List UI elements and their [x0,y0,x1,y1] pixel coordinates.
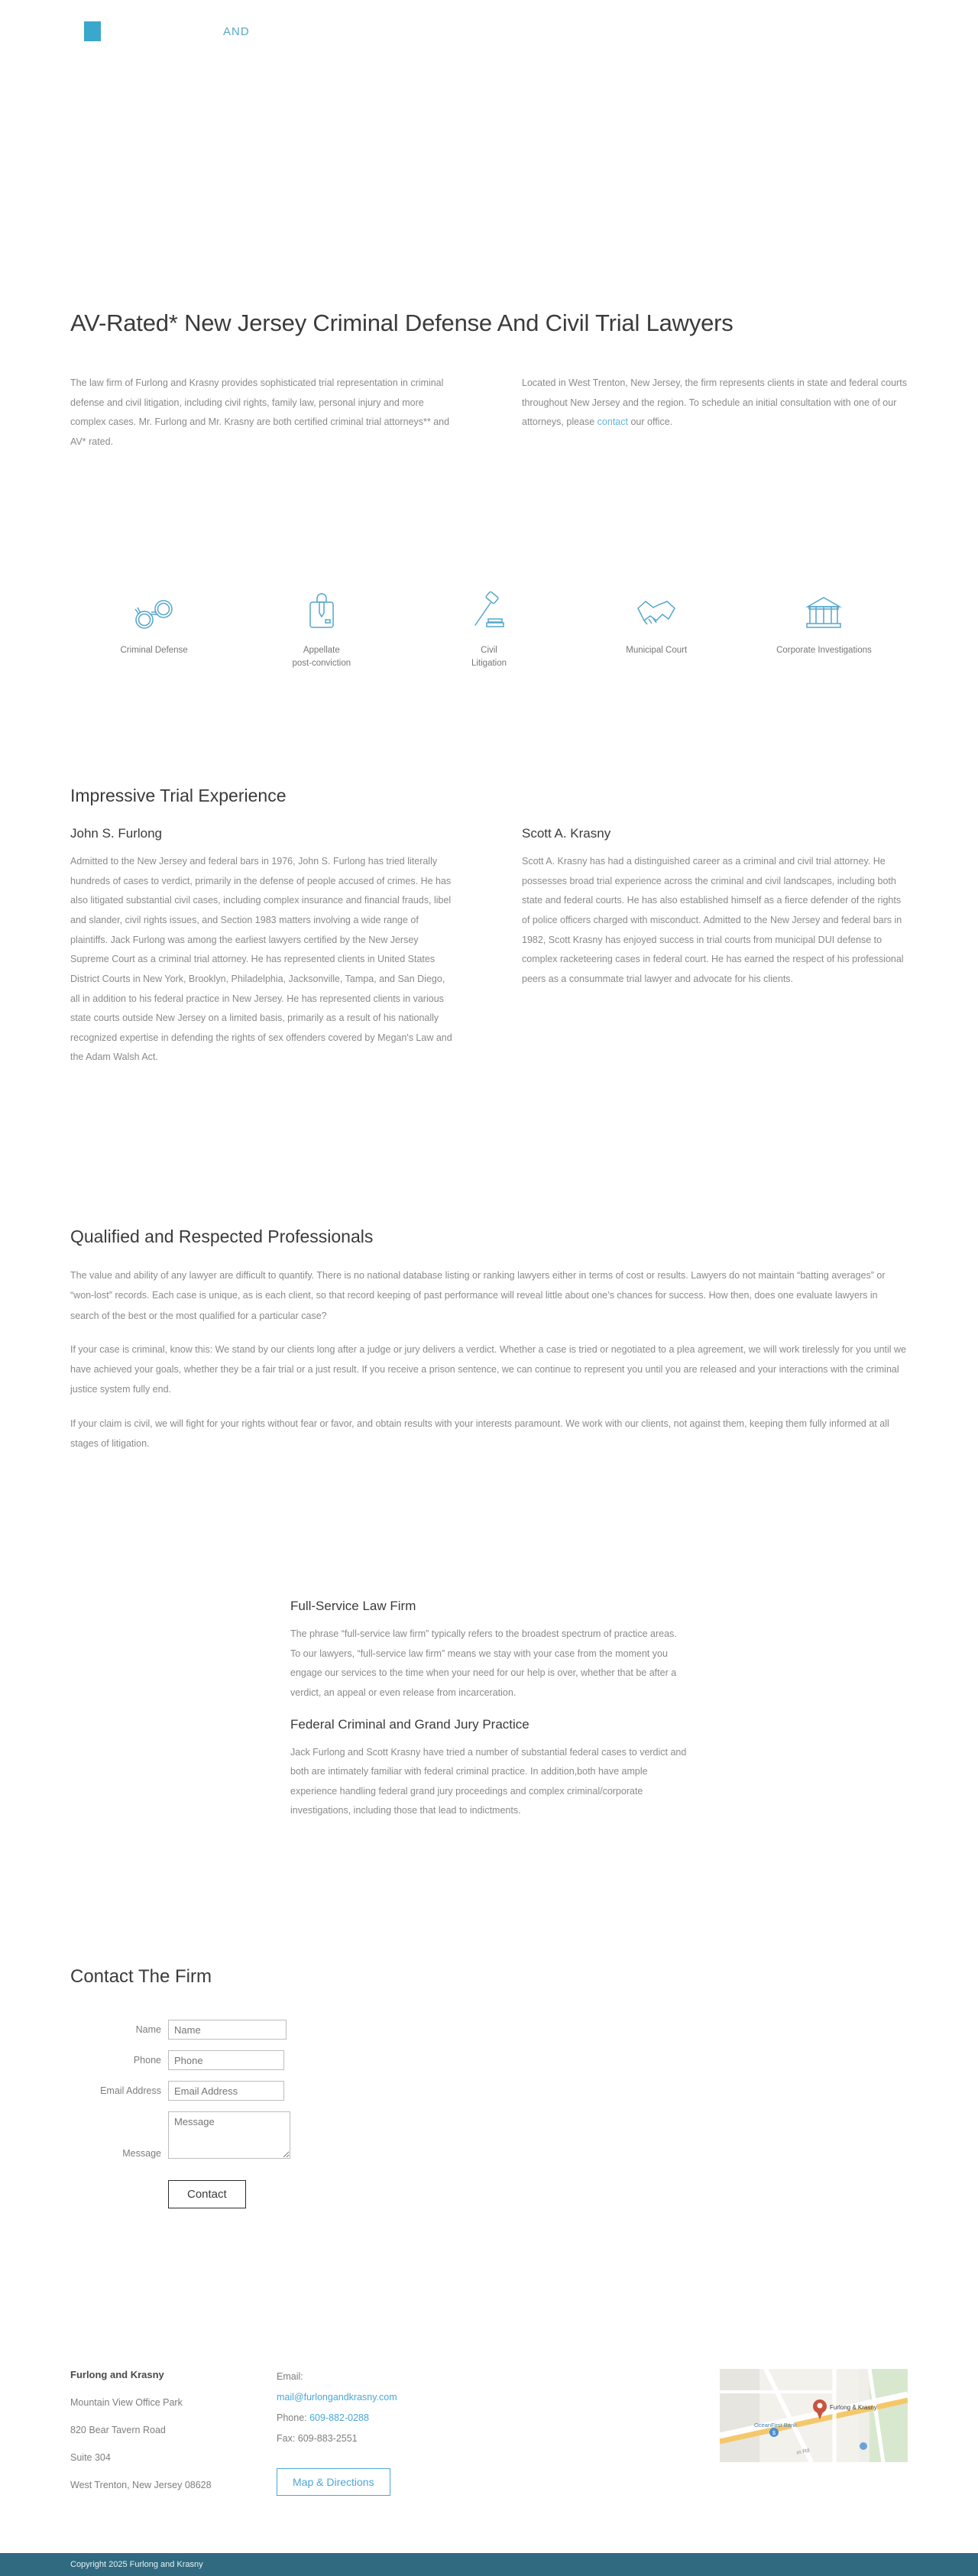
footer-address-line: 820 Bear Tavern Road [70,2425,166,2435]
practice-area-item[interactable] [573,581,740,672]
map-road-label: rn Rd [795,2448,811,2456]
logo-row [0,0,978,41]
contact-link[interactable]: contact [597,416,628,428]
map-place-label: OceanFirst Bank [754,2422,797,2429]
qualified-professionals-section [70,1226,908,1453]
form-row-email [70,2081,908,2101]
map-marker-label: Furlong & Krasny [830,2404,877,2411]
practice-area-item[interactable] [238,581,405,672]
practice-area-item[interactable] [70,581,238,672]
gavel-icon [405,581,572,631]
footer-email-label: Email: [277,2371,303,2382]
phone-input[interactable] [168,2050,284,2070]
footer-email-link[interactable]: mail@furlongandkrasny.com [277,2392,397,2403]
footer-address-line: West Trenton, New Jersey 08628 [70,2480,212,2490]
location-map[interactable] [720,2369,908,2462]
hero-right-paragraph [522,374,908,433]
attorney-card [522,826,908,1081]
form-row-name [70,2020,908,2040]
attorney-columns [70,826,908,1081]
contact-form-section [70,1966,908,2208]
contact-submit-button[interactable]: Contact [168,2180,246,2208]
practice-area-label: Appellate post-conviction [292,645,351,669]
hero-right-text-before: Located in West Trenton, New Jersey, the firm represents clients in state and federal courts throughout New Jersey and the region. To schedule an initial consultation with one of our attorneys, please [522,377,907,428]
handcuffs-icon [70,581,238,631]
practice-area-label: Municipal Court [626,645,688,655]
qualified-paragraph: If your claim is civil, we will fight for your rights without fear or favor, and obtain results with your interests paramount. We work with our clients, not against them, keeping them fully informed at all stages of litigation. [70,1418,889,1449]
hero-left-column [70,374,456,466]
footer-address-column [70,2369,277,2507]
phone-label: Phone [133,2055,161,2066]
qualified-paragraph: If your case is criminal, know this: We stand by our clients long after a judge or jury delivers a verdict. Whether a case is tried or negotiated to a plea agreement, we will work tirelessly for you until we have achieved your goals, whether they be a fair trial or a just result. If you receive a prison sentence, we can continue to represent you until you are released and your interactions with the criminal justice system fully end. [70,1343,907,1395]
qualified-paragraph: The value and ability of any lawyer are difficult to quantify. There is no national database listing or ranking lawyers either in terms of cost or results. Lawyers do not maintain “batting averages” or “won-lost” records. Each case is unique, as is each client, so that record keeping of past performance will reveal little about one’s chances for success. How then, does one evaluate lawyers in search of the best or the most qualified for a particular case? [70,1270,886,1321]
footer-contact-column [277,2369,506,2507]
handshake-icon [573,581,740,631]
copyright-bar [0,2553,978,2576]
footer-address-line: Mountain View Office Park [70,2397,183,2408]
email-input[interactable] [168,2081,284,2101]
message-label: Message [122,2148,161,2159]
footer-address-line: Suite 304 [70,2452,111,2463]
hero-section [70,73,908,466]
federal-practice-paragraph: Jack Furlong and Scott Krasny have tried a number of substantial federal cases to verdict and both are intimately familiar with federal criminal practice. In addition,both have ample experience handling federal grand jury proceedings and complex criminal/corporate investigations, including those that lead to indictments. [290,1746,687,1816]
hero-right-text-after: our office. [627,416,673,428]
federal-practice-heading: Federal Criminal and Grand Jury Practice [290,1716,529,1732]
footer-email-line [277,2390,506,2405]
message-textarea[interactable] [168,2111,290,2159]
practice-area-label: Criminal Defense [120,645,188,655]
email-label: Email Address [100,2085,161,2096]
hero-left-paragraph: The law firm of Furlong and Krasny provides sophisticated trial representation in criminal defense and civil litigation, including civil rights, family law, personal injury and more complex cases. Mr. Furlong and Mr. Krasny are both certified criminal trial attorneys** and AV* rated. [70,377,450,447]
practice-area-label: Civil Litigation [471,645,507,669]
practice-areas [70,581,908,672]
attorney-bio: Admitted to the New Jersey and federal bars in 1976, John S. Furlong has tried literally hundreds of cases to verdict, primarily in the defense of people accused of crimes. He has also litigated substantial civil cases, including complex insurance and financial frauds, libel and slander, civil rights issues, and Section 1983 matters involving a wide range of plaintiffs. Jack Furlong was among the earliest lawyers certified by the New Jersey Supreme Court as a criminal trial attorney. He has represented clients in United States District Courts in New York, Brooklyn, Philadelphia, Jacksonville, Tampa, and San Diego, all in addition to his federal practice in New Jersey. He has represented clients in various state courts outside New Jersey on a limited basis, primarily as a result of his nationally recognized expertise in defending the rights of sex offenders covered by Megan's Law and the Adam Walsh Act. [70,856,452,1063]
copyright-text: Copyright 2025 Furlong and Krasny [70,2560,203,2569]
name-label: Name [135,2024,161,2035]
contact-heading: Contact The Firm [70,1966,212,1987]
full-service-section [290,1599,688,1821]
attorney-bio: Scott A. Krasny has had a distinguished career as a criminal and civil trial attorney. He possesses broad trial experience across the criminal and civil landscapes, including both state and federal courts. He has also established himself as a fierce defender of the rights of police officers charged with misconduct. Admitted to the New Jersey and federal bars in 1982, Scott Krasny has enjoyed success in trial courts from municipal DUI defense to complex racketeering cases in federal court. He has earned the respect of his professional peers as a consummate trial lawyer and advocate for his clients. [522,856,904,984]
form-row-message [70,2111,908,2159]
site-footer [70,2369,908,2553]
section-heading: Qualified and Respected Professionals [70,1226,374,1246]
hero-right-column [522,374,908,466]
practice-area-item[interactable] [740,581,908,672]
map-graphic [720,2369,908,2462]
footer-phone-line [277,2410,506,2425]
footer-map-column [506,2369,908,2507]
attorney-name: John S. Furlong [70,826,163,841]
practice-area-item[interactable] [405,581,572,672]
copyright-wrap [70,2560,908,2569]
attorney-card [70,826,456,1081]
full-service-paragraph: The phrase “full-service law firm” typically refers to the broadest spectrum of practice areas. To our lawyers, “full-service law firm” means we stay with your case from the moment you engage our services to the time when your need for our help is over, whether that be after a verdict, an appeal or even release from incarceration. [290,1628,677,1698]
full-service-heading: Full-Service Law Firm [290,1599,416,1613]
footer-firm-name: Furlong and Krasny [70,2369,164,2380]
practice-area-label: Corporate Investigations [776,645,872,655]
page-title: AV-Rated* New Jersey Criminal Defense And Civil Trial Lawyers [70,309,734,336]
briefcase-icon [238,581,405,631]
site-header [0,0,978,73]
name-input[interactable] [168,2020,287,2040]
footer-fax-line: Fax: 609-883-2551 [277,2433,358,2444]
hero-columns [70,374,908,466]
logo-and-text: AND [223,24,250,38]
trial-experience-section [70,786,908,1081]
attorney-name: Scott A. Krasny [522,826,611,841]
footer-phone-label: Phone: [277,2412,307,2423]
section-heading: Impressive Trial Experience [70,786,287,806]
svg-text:$: $ [772,2431,776,2436]
logo-mark-icon[interactable] [84,21,101,41]
footer-phone-link[interactable]: 609-882-0288 [309,2412,369,2423]
map-directions-button[interactable]: Map & Directions [277,2468,390,2496]
form-row-phone [70,2050,908,2070]
courthouse-icon [740,581,908,631]
